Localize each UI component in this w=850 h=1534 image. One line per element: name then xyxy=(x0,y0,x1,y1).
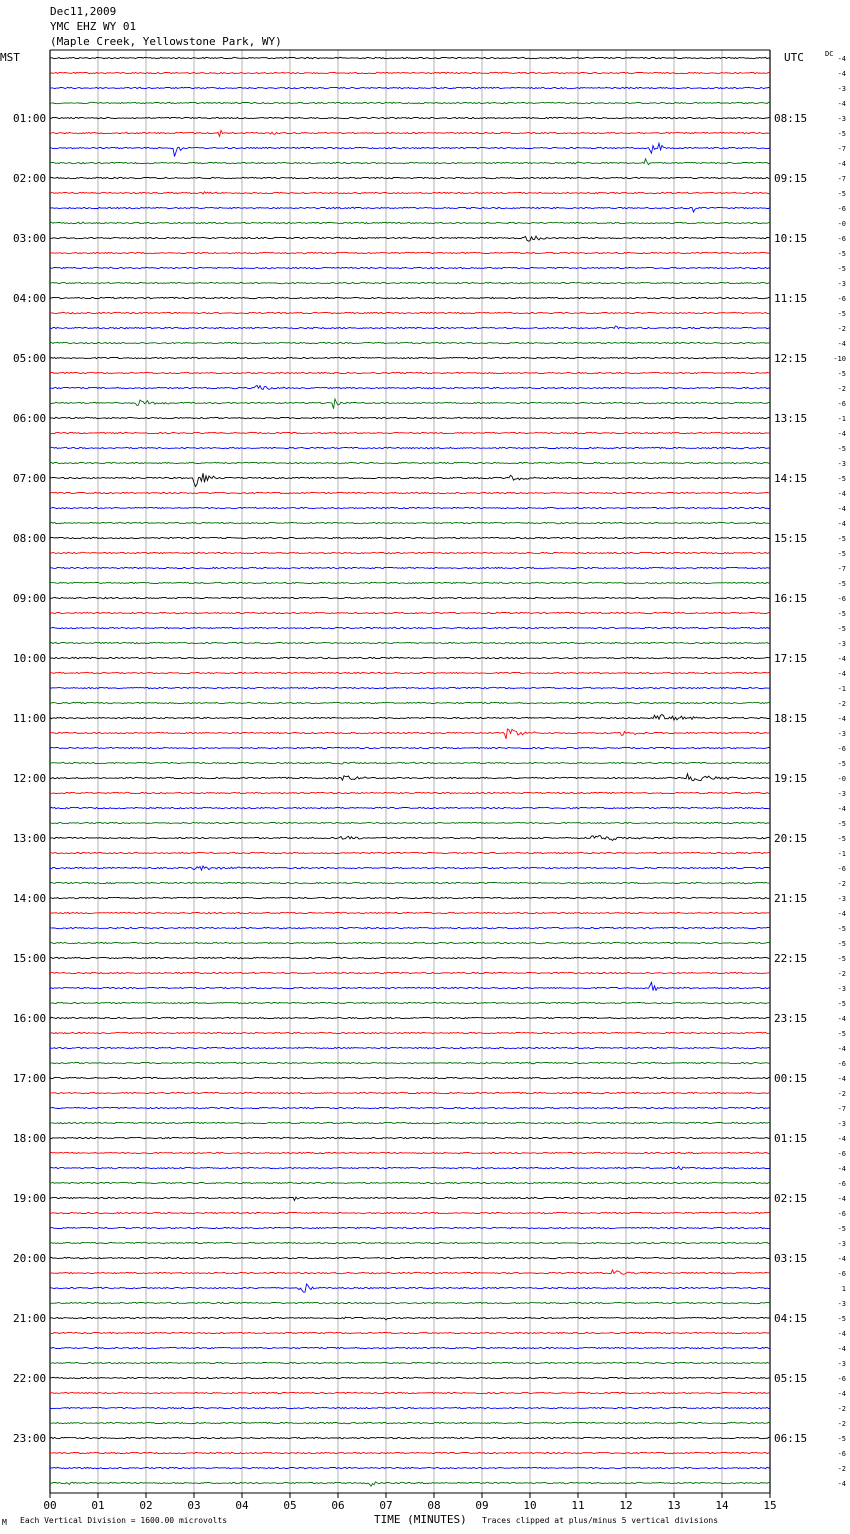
hour-label-mst: 16:00 xyxy=(13,1012,47,1025)
trace-line xyxy=(50,417,770,418)
trace-line xyxy=(50,822,770,823)
hour-label-utc: 08:15 xyxy=(774,112,808,125)
dc-offset-label: -5 xyxy=(837,1435,846,1443)
trace-line xyxy=(50,207,770,212)
dc-offset-label: -3 xyxy=(837,985,846,993)
trace-line xyxy=(50,1302,770,1303)
trace-line xyxy=(50,836,770,841)
hour-label-mst: 09:00 xyxy=(13,592,47,605)
dc-offset-label: -10 xyxy=(833,355,846,363)
trace-line xyxy=(50,762,770,764)
trace-line xyxy=(50,927,770,928)
hour-label-mst: 22:00 xyxy=(13,1372,47,1385)
hour-label-mst: 08:00 xyxy=(13,532,47,545)
hour-label-mst: 17:00 xyxy=(13,1072,47,1085)
dc-offset-label: -5 xyxy=(837,760,846,768)
dc-offset-label: -5 xyxy=(837,1225,846,1233)
dc-offset-label: -2 xyxy=(837,1090,846,1098)
trace-line xyxy=(50,942,770,943)
trace-line xyxy=(50,87,770,88)
hour-label-mst: 15:00 xyxy=(13,952,47,965)
right-hour-labels xyxy=(774,112,807,1445)
dc-offset-label: -4 xyxy=(837,1015,846,1023)
trace-line xyxy=(50,1062,770,1063)
hour-label-utc: 19:15 xyxy=(774,772,808,785)
dc-offset-label: -4 xyxy=(837,1165,846,1173)
trace-line xyxy=(50,1137,770,1138)
x-tick-label: 13 xyxy=(667,1499,681,1512)
hour-label-mst: 10:00 xyxy=(13,652,47,665)
dc-offset-label: -5 xyxy=(837,475,846,483)
dc-offset-label: -5 xyxy=(837,925,846,933)
trace-line xyxy=(50,357,770,358)
dc-offset-label: -6 xyxy=(837,1150,846,1158)
dc-offset-header: DC xyxy=(825,50,834,58)
hour-label-utc: 01:15 xyxy=(774,1132,808,1145)
dc-offset-label: -4 xyxy=(837,1255,846,1263)
hour-label-utc: 21:15 xyxy=(774,892,808,905)
dc-offset-label: -2 xyxy=(837,325,846,333)
dc-offset-label: -4 xyxy=(837,1135,846,1143)
x-tick-label: 03 xyxy=(187,1499,201,1512)
dc-offset-label: -5 xyxy=(837,310,846,318)
dc-offset-label: -4 xyxy=(837,715,846,723)
dc-offset-label: -4 xyxy=(837,70,846,78)
right-timezone-label: UTC xyxy=(784,51,804,64)
trace-line xyxy=(50,1182,770,1183)
trace-line xyxy=(50,143,770,156)
dc-offset-label: -3 xyxy=(837,895,846,903)
trace-line xyxy=(50,1152,770,1153)
trace-line xyxy=(50,1227,770,1228)
dc-offset-label: -1 xyxy=(837,415,846,423)
header-station: YMC EHZ WY 01 xyxy=(50,20,137,33)
trace-line xyxy=(50,462,770,463)
trace-line xyxy=(50,582,770,583)
dc-offset-label: -3 xyxy=(837,1120,846,1128)
trace-line xyxy=(50,399,770,409)
dc-offset-label: -3 xyxy=(837,730,846,738)
hour-label-mst: 18:00 xyxy=(13,1132,47,1145)
hour-label-mst: 11:00 xyxy=(13,712,47,725)
hour-label-utc: 10:15 xyxy=(774,232,808,245)
dc-offset-label: -5 xyxy=(837,535,846,543)
dc-offset-label: -4 xyxy=(837,160,846,168)
trace-line xyxy=(50,72,770,73)
trace-line xyxy=(50,882,770,883)
dc-offset-label: -5 xyxy=(837,550,846,558)
trace-line xyxy=(50,1092,770,1093)
dc-offset-label: -6 xyxy=(837,400,846,408)
dc-offset-label: -6 xyxy=(837,295,846,303)
hour-label-mst: 21:00 xyxy=(13,1312,47,1325)
dc-offset-label: -6 xyxy=(837,235,846,243)
trace-line xyxy=(50,1032,770,1033)
x-tick-label: 07 xyxy=(379,1499,393,1512)
dc-offset-label: -2 xyxy=(837,1405,846,1413)
trace-line xyxy=(50,897,770,898)
trace-lines xyxy=(50,57,770,1486)
dc-offset-label: -7 xyxy=(837,565,846,573)
trace-line xyxy=(50,1270,770,1275)
clip-note: Traces clipped at plus/minus 5 vertical divisions xyxy=(482,1516,719,1525)
trace-line xyxy=(50,1107,770,1108)
dc-offset-label: -4 xyxy=(837,1390,846,1398)
hour-label-mst: 02:00 xyxy=(13,172,47,185)
dc-offset-label: -2 xyxy=(837,1420,846,1428)
dc-offset-label: -1 xyxy=(837,850,846,858)
trace-line xyxy=(50,432,770,433)
hour-label-utc: 17:15 xyxy=(774,652,808,665)
trace-line xyxy=(50,972,770,973)
x-tick-label: 08 xyxy=(427,1499,441,1512)
hour-label-mst: 14:00 xyxy=(13,892,47,905)
minute-grid xyxy=(50,50,770,1493)
dc-offset-label: -4 xyxy=(837,805,846,813)
dc-offset-label: -3 xyxy=(837,115,846,123)
trace-line xyxy=(50,537,770,538)
dc-offset-label: -3 xyxy=(837,640,846,648)
hour-label-mst: 06:00 xyxy=(13,412,47,425)
dc-offset-label: -4 xyxy=(837,1045,846,1053)
dc-offset-label: -2 xyxy=(837,700,846,708)
trace-line xyxy=(50,1467,770,1468)
trace-line xyxy=(50,1362,770,1363)
dc-offset-label: -4 xyxy=(837,505,846,513)
trace-line xyxy=(50,715,770,721)
scale-note: Each Vertical Division = 1600.00 microvolts xyxy=(20,1516,228,1525)
dc-offset-label: -0 xyxy=(837,220,846,228)
hour-label-utc: 14:15 xyxy=(774,472,808,485)
dc-offset-label: -5 xyxy=(837,835,846,843)
trace-line xyxy=(50,130,770,136)
dc-offset-label: -5 xyxy=(837,1315,846,1323)
trace-line xyxy=(50,236,770,241)
dc-offset-label: -2 xyxy=(837,385,846,393)
dc-offset-label: -5 xyxy=(837,625,846,633)
trace-line xyxy=(50,1166,770,1169)
dc-offset-label: -6 xyxy=(837,865,846,873)
dc-offset-label: -4 xyxy=(837,520,846,528)
x-axis xyxy=(43,1493,776,1512)
dc-offset-label: -4 xyxy=(837,55,846,63)
dc-offset-label: -4 xyxy=(837,1195,846,1203)
dc-offset-label: -4 xyxy=(837,1480,846,1488)
header xyxy=(50,5,282,48)
dc-offset-label: -3 xyxy=(837,790,846,798)
trace-line xyxy=(50,1197,770,1200)
trace-line xyxy=(50,729,770,739)
dc-offset-label: -7 xyxy=(837,1105,846,1113)
hour-label-utc: 18:15 xyxy=(774,712,808,725)
dc-offset-label: -0 xyxy=(837,775,846,783)
trace-line xyxy=(50,1437,770,1438)
dc-offset-label: -5 xyxy=(837,1000,846,1008)
trace-line xyxy=(50,1002,770,1003)
x-tick-label: 12 xyxy=(619,1499,633,1512)
trace-line xyxy=(50,747,770,748)
trace-line xyxy=(50,982,770,990)
hour-label-utc: 00:15 xyxy=(774,1072,808,1085)
trace-line xyxy=(50,522,770,523)
dc-offset-label: -6 xyxy=(837,1270,846,1278)
trace-line xyxy=(50,385,770,389)
hour-label-mst: 03:00 xyxy=(13,232,47,245)
dc-offset-label: -4 xyxy=(837,670,846,678)
trace-line xyxy=(50,492,770,493)
hour-label-utc: 22:15 xyxy=(774,952,808,965)
hour-label-utc: 12:15 xyxy=(774,352,808,365)
dc-offset-label: -6 xyxy=(837,595,846,603)
x-tick-label: 15 xyxy=(763,1499,777,1512)
left-timezone-label: MST xyxy=(0,51,20,64)
trace-line xyxy=(50,102,770,103)
trace-line xyxy=(50,507,770,508)
trace-line xyxy=(50,1257,770,1258)
trace-line xyxy=(50,1242,770,1243)
header-date: Dec11,2009 xyxy=(50,5,117,18)
trace-line xyxy=(50,1122,770,1123)
trace-line xyxy=(50,252,770,253)
dc-offset-label: -5 xyxy=(837,1030,846,1038)
dc-offset-label: -5 xyxy=(837,190,846,198)
trace-line xyxy=(50,372,770,373)
dc-offset-label: -3 xyxy=(837,280,846,288)
trace-line xyxy=(50,1407,770,1408)
dc-offset-label: -7 xyxy=(837,145,846,153)
hour-label-utc: 03:15 xyxy=(774,1252,808,1265)
dc-offset-label: -6 xyxy=(837,1060,846,1068)
hour-label-utc: 23:15 xyxy=(774,1012,808,1025)
trace-line xyxy=(50,1347,770,1348)
dc-offset-label: -6 xyxy=(837,745,846,753)
dc-offset-label: -5 xyxy=(837,580,846,588)
dc-offset-label: -5 xyxy=(837,250,846,258)
trace-line xyxy=(50,117,770,118)
trace-line xyxy=(50,1017,770,1018)
corner-mark: M xyxy=(2,1518,7,1527)
trace-line xyxy=(50,159,770,165)
trace-line xyxy=(50,222,770,224)
trace-line xyxy=(50,552,770,553)
hour-label-utc: 05:15 xyxy=(774,1372,808,1385)
dc-offset-label: -3 xyxy=(837,85,846,93)
trace-line xyxy=(50,57,770,58)
x-tick-label: 05 xyxy=(283,1499,297,1512)
trace-line xyxy=(50,642,770,643)
trace-line xyxy=(50,957,770,958)
dc-offset-labels xyxy=(833,55,846,1488)
dc-offset-label: -3 xyxy=(837,1300,846,1308)
trace-line xyxy=(50,852,770,853)
dc-offset-label: -4 xyxy=(837,430,846,438)
trace-line xyxy=(50,1422,770,1423)
hour-label-mst: 07:00 xyxy=(13,472,47,485)
hour-label-mst: 13:00 xyxy=(13,832,47,845)
dc-offset-label: -5 xyxy=(837,370,846,378)
trace-line xyxy=(50,774,770,781)
dc-offset-label: -4 xyxy=(837,655,846,663)
dc-offset-label: -6 xyxy=(837,205,846,213)
hour-label-mst: 20:00 xyxy=(13,1252,47,1265)
trace-line xyxy=(50,702,770,703)
trace-line xyxy=(50,1377,770,1378)
dc-offset-label: -4 xyxy=(837,490,846,498)
trace-line xyxy=(50,1392,770,1393)
dc-offset-label: -2 xyxy=(837,1465,846,1473)
x-tick-label: 01 xyxy=(91,1499,105,1512)
trace-line xyxy=(50,282,770,283)
trace-line xyxy=(50,1047,770,1048)
x-tick-label: 02 xyxy=(139,1499,153,1512)
dc-offset-label: -1 xyxy=(837,685,846,693)
trace-line xyxy=(50,177,770,178)
trace-line xyxy=(50,1212,770,1213)
x-tick-label: 04 xyxy=(235,1499,249,1512)
dc-offset-label: -7 xyxy=(837,175,846,183)
trace-line xyxy=(50,1332,770,1333)
dc-offset-label: -5 xyxy=(837,820,846,828)
hour-label-mst: 23:00 xyxy=(13,1432,47,1445)
dc-offset-label: -5 xyxy=(837,955,846,963)
trace-line xyxy=(50,342,770,343)
trace-line xyxy=(50,672,770,673)
trace-line xyxy=(50,687,770,688)
dc-offset-label: -5 xyxy=(837,940,846,948)
dc-offset-label: -5 xyxy=(837,265,846,273)
trace-line xyxy=(50,447,770,448)
dc-offset-label: -5 xyxy=(837,445,846,453)
trace-line xyxy=(50,297,770,298)
hour-label-mst: 05:00 xyxy=(13,352,47,365)
hour-label-utc: 13:15 xyxy=(774,412,808,425)
trace-line xyxy=(50,473,770,486)
dc-offset-label: -2 xyxy=(837,970,846,978)
hour-label-utc: 04:15 xyxy=(774,1312,808,1325)
x-tick-label: 10 xyxy=(523,1499,537,1512)
x-tick-label: 11 xyxy=(571,1499,585,1512)
trace-line xyxy=(50,1284,770,1292)
dc-offset-label: -4 xyxy=(837,1345,846,1353)
hour-label-mst: 04:00 xyxy=(13,292,47,305)
hour-label-mst: 12:00 xyxy=(13,772,47,785)
dc-offset-label: -3 xyxy=(837,1240,846,1248)
trace-line xyxy=(50,1482,770,1486)
dc-offset-label: -3 xyxy=(837,1360,846,1368)
trace-line xyxy=(50,312,770,313)
hour-label-utc: 11:15 xyxy=(774,292,808,305)
hour-label-utc: 15:15 xyxy=(774,532,808,545)
x-tick-label: 14 xyxy=(715,1499,729,1512)
trace-line xyxy=(50,1317,770,1320)
trace-line xyxy=(50,1452,770,1453)
trace-line xyxy=(50,807,770,808)
dc-offset-label: -5 xyxy=(837,130,846,138)
dc-offset-label: -4 xyxy=(837,1075,846,1083)
trace-line xyxy=(50,267,770,269)
hour-label-mst: 01:00 xyxy=(13,112,47,125)
trace-line xyxy=(50,597,770,598)
dc-offset-label: -6 xyxy=(837,1375,846,1383)
trace-line xyxy=(50,627,770,628)
dc-offset-label: -4 xyxy=(837,1330,846,1338)
trace-line xyxy=(50,1077,770,1078)
hour-label-utc: 20:15 xyxy=(774,832,808,845)
dc-offset-label: -4 xyxy=(837,340,846,348)
dc-offset-label: -3 xyxy=(837,460,846,468)
hour-label-mst: 19:00 xyxy=(13,1192,47,1205)
hour-label-utc: 02:15 xyxy=(774,1192,808,1205)
trace-line xyxy=(50,567,770,568)
dc-offset-label: 1 xyxy=(841,1285,846,1293)
dc-offset-label: -4 xyxy=(837,100,846,108)
x-tick-label: 09 xyxy=(475,1499,489,1512)
dc-offset-label: -2 xyxy=(837,880,846,888)
hour-label-utc: 09:15 xyxy=(774,172,808,185)
dc-offset-label: -6 xyxy=(837,1210,846,1218)
x-tick-label: 06 xyxy=(331,1499,345,1512)
dc-offset-label: -5 xyxy=(837,610,846,618)
trace-line xyxy=(50,326,770,329)
dc-offset-label: -6 xyxy=(837,1180,846,1188)
trace-line xyxy=(50,192,770,194)
left-hour-labels xyxy=(13,112,46,1445)
dc-offset-label: -4 xyxy=(837,910,846,918)
header-location: (Maple Creek, Yellowstone Park, WY) xyxy=(50,35,282,48)
dc-offset-label: -6 xyxy=(837,1450,846,1458)
hour-label-utc: 06:15 xyxy=(774,1432,808,1445)
trace-line xyxy=(50,792,770,793)
trace-line xyxy=(50,612,770,613)
x-tick-label: 00 xyxy=(43,1499,57,1512)
trace-line xyxy=(50,912,770,913)
x-axis-title: TIME (MINUTES) xyxy=(374,1513,467,1526)
trace-line xyxy=(50,657,770,658)
trace-line xyxy=(50,866,770,870)
hour-label-utc: 16:15 xyxy=(774,592,808,605)
